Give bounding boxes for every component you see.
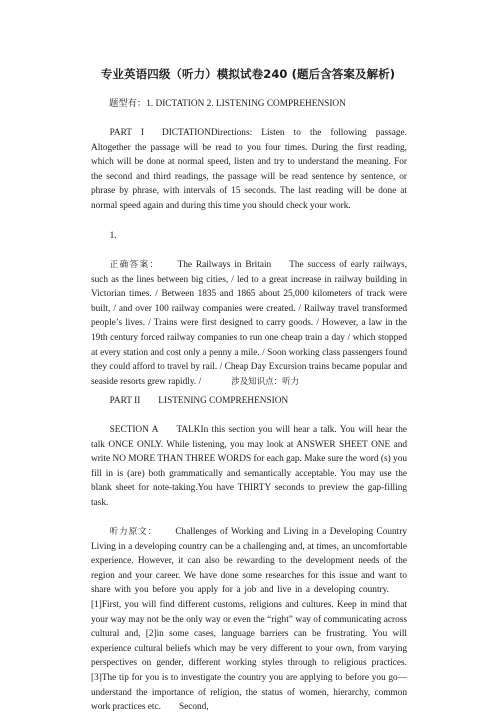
part1-directions: Directions: Listen to the following passage. Altogether the passage will be read to you four times. During the first reading, which will be done at normal speed, listen and try to understand the meaning. For the second and third readings, the passage will be read sentence by sentence, or phrase by phrase, with intervals of 15 seconds. The last reading will be done at normal speed again and during this time you should check your work. xyxy=(91,128,407,211)
transcript-text: Living in a developing country can be a challenging and, at times, an uncomfortable experience. However, it can also be rewarding to the development needs of the region and your career. We have done some researches for this issue and want to share with you before you apply for a job and live in a developing country. xyxy=(91,541,407,596)
answer-paragraph xyxy=(91,258,407,389)
part2-heading-line xyxy=(91,394,407,409)
section-a-heading: SECTION A xyxy=(109,425,159,435)
transcript-next: Second, xyxy=(178,702,209,713)
question-types-value: 1. DICTATION 2. LISTENING COMPREHENSION xyxy=(146,99,346,109)
part1-heading: PART I xyxy=(109,128,144,138)
transcript-text-2: [1]First, you will find different customs, religions and cultures. Keep in mind that your way may not be the only way or even the “right” way of communicating across cultural and, [2]in some cases, language barriers can be frustrating. You will experience cultural beliefs which may be very different to your own, from varying perspectives on gender, different working styles through to religious practices. [3]The tip for you is to investigate the country you are applying to before you go—understand the importance of religion, the status of women, hierarchy, common work practices etc. xyxy=(91,599,407,713)
part1-title: DICTATION xyxy=(162,128,211,138)
question-1-number: 1. xyxy=(109,231,117,241)
answer-label: 正确答案： xyxy=(109,260,160,270)
question-types-label: 题型有： xyxy=(109,99,147,109)
knowledge-point-label: 涉及知识点：听力 xyxy=(231,376,300,387)
transcript-paragraph xyxy=(91,525,407,715)
question-types-line xyxy=(91,97,407,112)
section-a-paragraph xyxy=(91,423,407,511)
document-title: 专业英语四级（听力）模拟试卷240 (题后含答案及解析) xyxy=(100,67,396,81)
part1-directions-paragraph xyxy=(91,126,407,214)
answer-title: The Railways in Britain xyxy=(177,260,272,270)
section-a-title: TALK xyxy=(176,425,201,435)
part2-heading: PART II xyxy=(109,396,141,406)
section-a-text: In this section you will hear a talk. You will hear the talk ONCE ONLY. While listening, you may look at ANSWER SHEET ONE and write NO MORE THAN THREE WORDS for each gap. Make sure the word (s) you fill in is (are) both grammatically and semantically acceptable. You may use the blank sheet for note-taking.You have THIRTY seconds to preview the gap-filling task. xyxy=(91,425,407,508)
part2-title: LISTENING COMPREHENSION xyxy=(158,396,289,406)
transcript-label: 听力原文： xyxy=(109,527,158,537)
transcript-title: Challenges of Working and Living in a Developing Country xyxy=(175,527,407,537)
answer-text: The success of early railways, such as the lines between big cities, / led to a great increase in railway building in Victorian times. / Between 1835 and 1865 about 25,000 kilometers of track were built, / and over 100 railway companies were created. / Railway travel transformed people’s lives. / Trains were first designed to carry goods. / However, a law in the 19th century forced railway companies to run one cheap train a day / which stopped at every station and cost only a penny a mile. / Soon working class passengers found they could afford to travel by rail. / Cheap Day Excursion trains became popular and seaside resorts grew rapidly. / xyxy=(91,260,407,387)
